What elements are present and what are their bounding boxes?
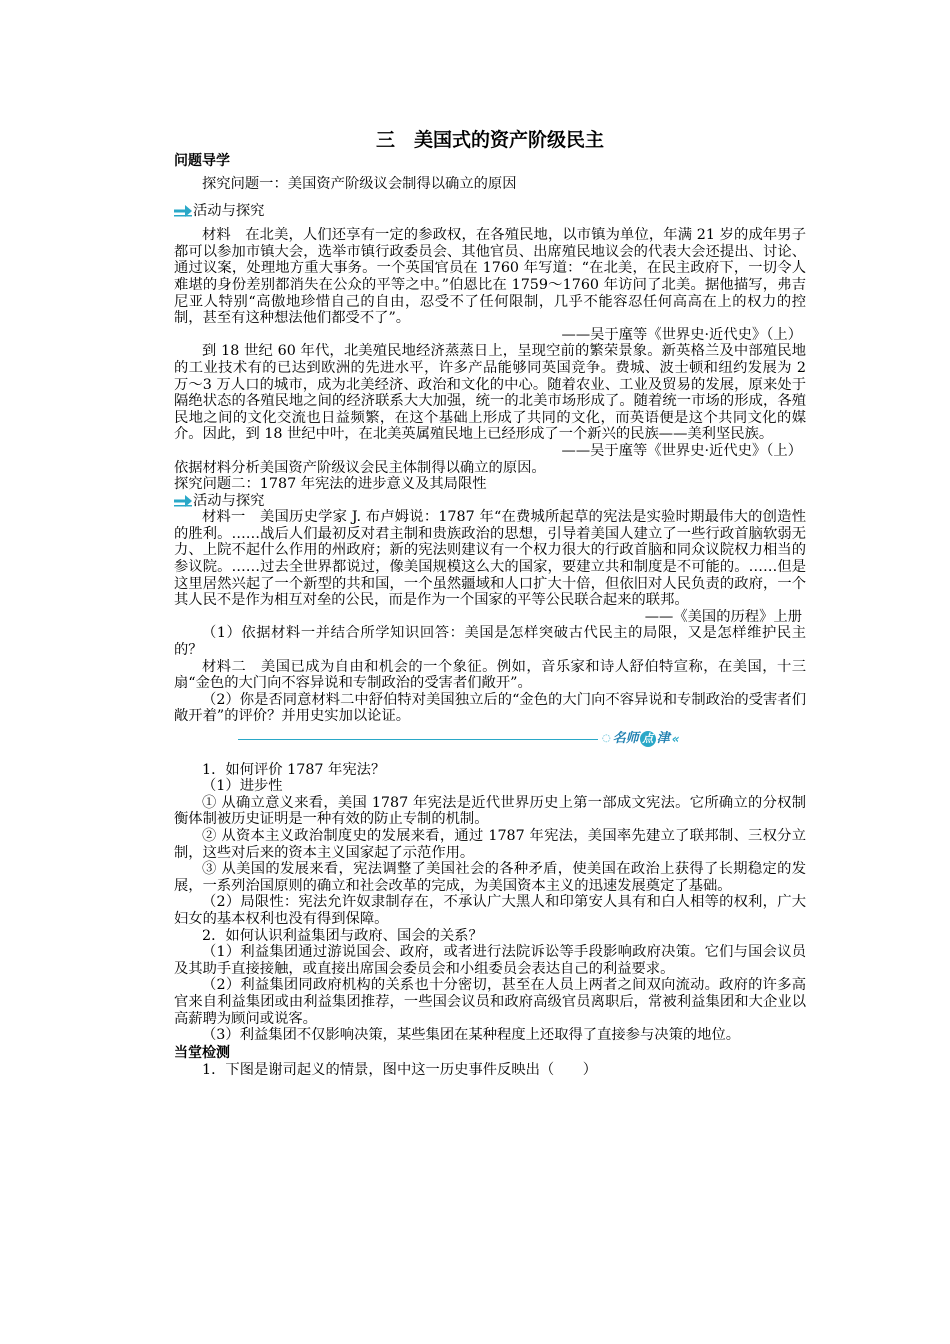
page-title: 三 美国式的资产阶级民主 (375, 129, 604, 151)
badge-label-mid: 点 (640, 731, 656, 747)
badge-label-right: 津 (656, 731, 670, 746)
q2-material-2: 材料二 美国已成为自由和机会的一个象征。例如，音乐家和诗人舒伯特宣称，在美国，十三扇“金色的大门向不容异说和专制政治的受害者们敞开”。 (174, 658, 806, 692)
activity-label: 活动与探究 (193, 202, 265, 219)
tips-divider (238, 731, 806, 748)
activity-header-1 (174, 203, 806, 220)
circle-dot-icon: ◌ (602, 733, 611, 744)
question-2-heading: 探究问题二：1787 年宪法的进步意义及其局限性 (174, 476, 487, 493)
q2-task-1: （1）依据材料一并结合所学知识回答：美国是怎样突破古代民主的局限，又是怎样维护民主的？ (174, 625, 806, 659)
divider-line (238, 739, 598, 741)
badge-label-left: 名师 (612, 731, 639, 746)
tip-line: 2．如何认识利益集团与政府、国会的关系？ (202, 927, 483, 944)
q1-source-2: ——吴于廑等《世界史·近代史》（上） (561, 442, 802, 459)
tip-line: （3）利益集团不仅影响决策，某些集团在某种程度上还取得了直接参与决策的地位。 (202, 1027, 741, 1044)
q2-material-1: 材料一 美国历史学家 J. 布卢姆说：1787 年“在费城所起草的宪法是实验时期最伟大的创造性的胜利。……战后人们最初反对君主制和贵族政治的思想，引导着美国人建立了一些行政首脑软弱无力、上院不起什么作用的州政府；新的宪法则建议有一个权力很大的行政首脑和同众议院权力相当的参议院。……过去全世界都说过，像美国规模这么大的国家，要建立共和制度是不可能的。……但是这里居然兴起了一个新型的共和国，一个虽然疆域和人口扩大十倍，但依旧对人民负责的政府，一个其人民不是作为相互对垒的公民，而是作为一个国家的平等公民联合起来的联邦。 (174, 509, 806, 609)
arrow-icon (174, 495, 192, 507)
activity-header-2 (174, 493, 806, 510)
q2-source-1: ——《美国的历程》上册 (644, 608, 802, 625)
document-content (174, 128, 806, 1078)
q2-task-2: （2）你是否同意材料二中舒伯特对美国独立后的“金色的大门向不容异说和专制政治的受害者们敞开着”的评价？并用史实加以论证。 (174, 691, 806, 725)
section-heading-guide: 问题导学 (174, 153, 230, 169)
activity-label: 活动与探究 (193, 492, 265, 509)
q1-task: 依据材料分析美国资产阶级议会民主体制得以确立的原因。 (174, 459, 546, 476)
tip-line: ① 从确立意义来看，美国 1787 年宪法是近代世界历史上第一部成文宪法。它所确立的分权制衡体制被历史证明是一种有效的防止专制的机制。 (174, 794, 806, 828)
tip-line: （1）进步性 (202, 778, 283, 795)
section-heading-test: 当堂检测 (174, 1044, 230, 1061)
tip-line: ② 从资本主义政治制度史的发展来看，通过 1787 年宪法，美国率先建立了联邦制、三权分立制，这些对后来的资本主义国家起了示范作用。 (174, 827, 806, 861)
tips-badge (602, 731, 680, 748)
double-chevron-left-icon: « (671, 732, 680, 746)
tip-line: （2）局限性：宪法允许奴隶制存在，不承认广大黑人和印第安人具有和白人相等的权利，广大妇女的基本权利也没有得到保障。 (174, 894, 806, 927)
arrow-icon (174, 205, 192, 217)
q1-source-1: ——吴于廑等《世界史·近代史》（上） (561, 326, 802, 343)
q1-material-2: 到 18 世纪 60 年代，北美殖民地经济蒸蒸日上，呈现空前的繁荣景象。新英格兰及中部殖民地的工业技术有的已达到欧洲的先进水平，许多产品能够同英国竞争。费城、波士顿和纽约发展为 2 万～3 万人口的城市，成为北美经济、政治和文化的中心。随着农业、工业及贸易的发展，原来处于隔绝状态的各殖民地之间的经济联系大大加强，统一的北美市场形成了。随着统一市场的形成，各殖民地之间的文化交流也日益频繁，在这个基础上形成了共同的文化，而英语便是这个共同文化的媒介。因此，到 18 世纪中叶，在北美英属殖民地上已经形成了一个新兴的民族——美利坚民族。 (174, 343, 806, 443)
q1-material-1: 材料 在北美，人们还享有一定的参政权，在各殖民地，以市镇为单位，年满 21 岁的成年男子都可以参加市镇大会，选举市镇行政委员会、其他官员、出席殖民地议会的代表大会还提出、讨论、通过议案，处理地方重大事务。一个英国官员在 1760 年写道：“在北美，在民主政府下，一切令人难堪的身份差别都消失在公众的平等之中。”伯恩比在 1759～1760 年访问了北美。据他描写，弗吉尼亚人特别“高傲地珍惜自己的自由，忍受不了任何限制，几乎不能容忍任何高高在上的权力的控制，甚至有这种想法他们都受不了”。 (174, 227, 806, 327)
question-1-heading: 探究问题一：美国资产阶级议会制得以确立的原因 (202, 176, 517, 192)
test-question-1: 1．下图是谢司起义的情景，图中这一历史事件反映出（ ） (202, 1061, 598, 1078)
tip-line: （2）利益集团同政府机构的关系也十分密切，甚至在人员上两者之间双向流动。政府的许多高官来自利益集团或由利益集团推荐，一些国会议员和政府高级官员离职后，常被利益集团和大企业以高薪聘为顾问或说客。 (174, 977, 806, 1027)
tip-line: （1）利益集团通过游说国会、政府，或者进行法院诉讼等手段影响政府决策。它们与国会议员及其助手直接接触，或直接出席国会委员会和小组委员会表达自己的利益要求。 (174, 944, 806, 977)
tip-line: 1．如何评价 1787 年宪法？ (202, 761, 386, 778)
tip-line: ③ 从美国的发展来看，宪法调整了美国社会的各种矛盾，使美国在政治上获得了长期稳定的发展，一系列治国原则的确立和社会改革的完成，为美国资本主义的迅速发展奠定了基础。 (174, 861, 806, 894)
